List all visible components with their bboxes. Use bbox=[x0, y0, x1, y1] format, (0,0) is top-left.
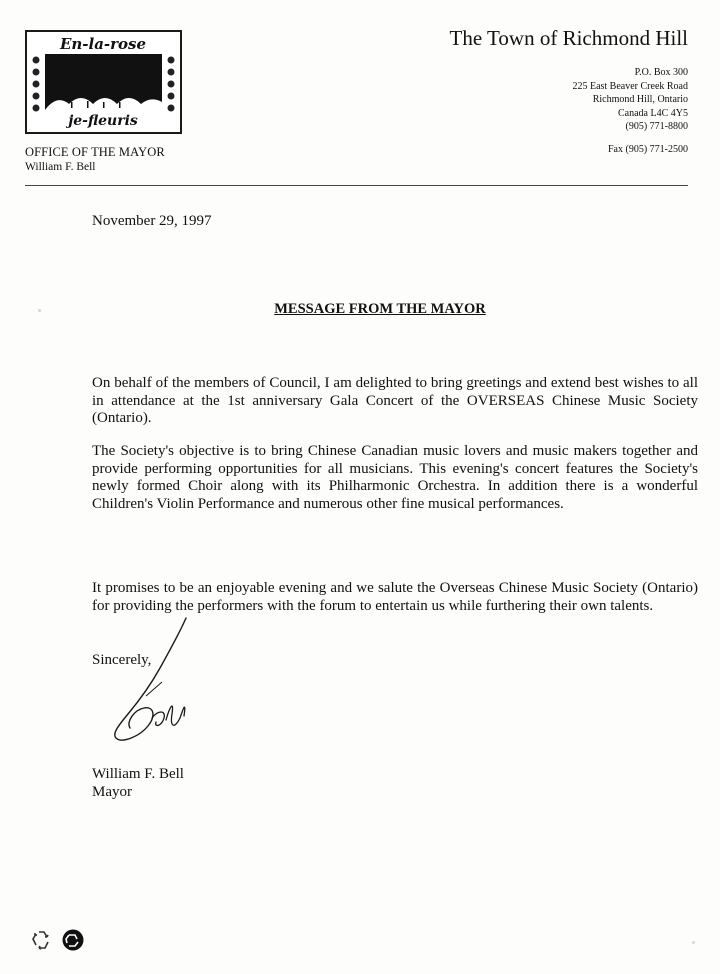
letter-date: November 29, 1997 bbox=[92, 213, 212, 229]
body-paragraph: It promises to be an enjoyable evening and we salute the Overseas Chinese Music Society (Ontario) for providing the performers with the forum to entertain us while furthering their own talents. bbox=[92, 580, 698, 614]
address-line: Richmond Hill, Ontario bbox=[592, 94, 688, 105]
letter-heading: MESSAGE FROM THE MAYOR bbox=[274, 301, 486, 317]
body-paragraph: On behalf of the members of Council, I am delighted to bring greetings and extend best wishes to all in attendance at the 1st anniversary Gala Concert of the OVERSEAS Chinese Music Society (Ontario). bbox=[92, 375, 698, 427]
signer-title: Mayor bbox=[92, 784, 132, 800]
recycle-icon bbox=[33, 932, 48, 949]
crest-right-flowers bbox=[168, 57, 175, 112]
office-title: OFFICE OF THE MAYOR bbox=[25, 145, 165, 159]
body-paragraph: The Society's objective is to bring Chinese Canadian music lovers and music makers together and provide performing opportunities for all musicians. This evening's concert features the Society's newly formed Choir along with its Philharmonic Orchestra. In addition there is a wonderful Children's Violin Performance and numerous other fine musical performances. bbox=[92, 443, 698, 512]
address-line: P.O. Box 300 bbox=[634, 67, 688, 78]
crest-bottom-motto: je-fleuris bbox=[68, 113, 138, 129]
header-divider bbox=[25, 185, 688, 186]
signer-name: William F. Bell bbox=[92, 766, 184, 782]
signer-block bbox=[92, 765, 184, 801]
scan-speck bbox=[692, 941, 695, 944]
address-line: Canada L4C 4Y5 bbox=[618, 107, 688, 119]
town-address bbox=[572, 66, 688, 134]
phone-line: (905) 771-8800 bbox=[625, 121, 688, 132]
crest-top-motto: En-la-rose bbox=[59, 35, 147, 53]
fax-line: Fax (905) 771-2500 bbox=[608, 144, 688, 155]
recycled-paper-icon bbox=[63, 930, 84, 951]
office-name: William F. Bell bbox=[25, 161, 96, 173]
crest-left-flowers bbox=[33, 57, 40, 112]
letter-closing: Sincerely, bbox=[92, 652, 152, 668]
scan-speck bbox=[38, 309, 41, 312]
address-line: 225 East Beaver Creek Road bbox=[572, 80, 688, 92]
handwritten-signature bbox=[100, 610, 210, 750]
town-crest-logo bbox=[25, 30, 182, 134]
crest-graphic bbox=[27, 32, 180, 132]
town-title: The Town of Richmond Hill bbox=[449, 26, 688, 50]
recycling-symbols bbox=[31, 928, 91, 952]
